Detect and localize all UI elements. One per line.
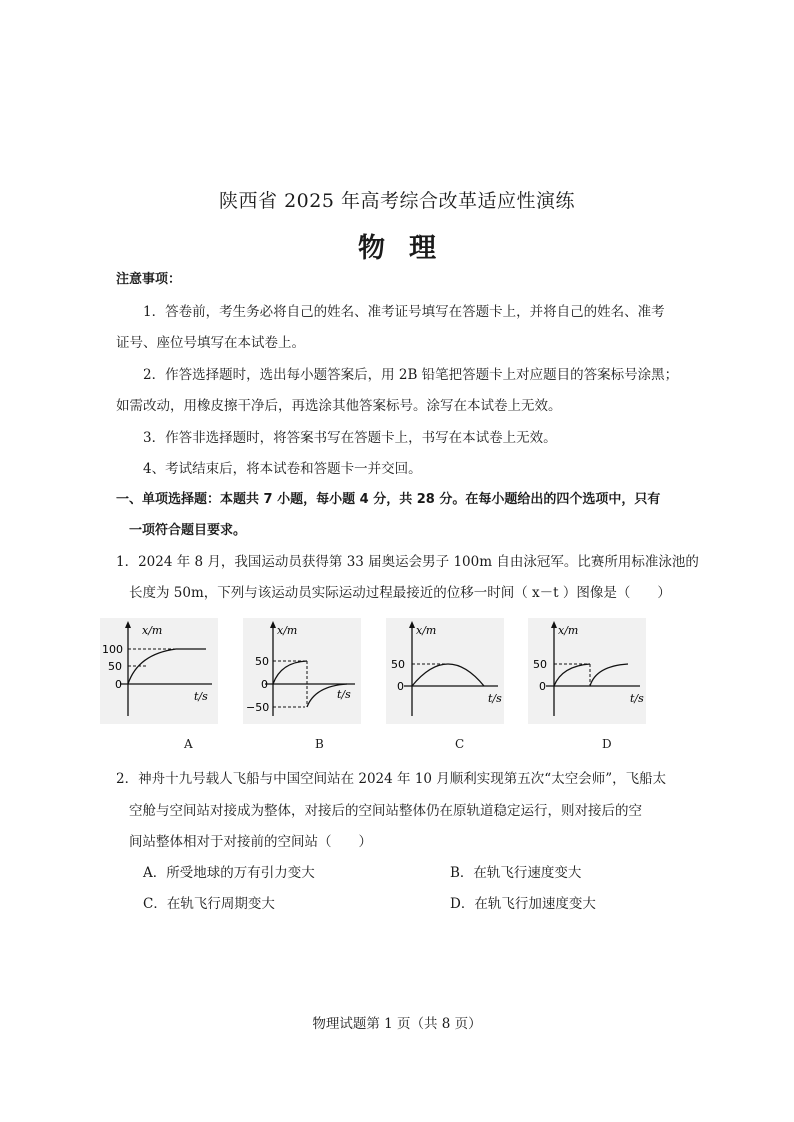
- y-axis-arrow: [270, 621, 276, 628]
- y-axis-arrow: [125, 621, 131, 628]
- q2-option-a: A．所受地球的万有引力变大: [143, 865, 315, 881]
- notice-item1-line1: 1．答卷前，考生务必将自己的姓名、准考证号填写在答题卡上，并将自己的姓名、准考: [143, 304, 665, 320]
- tick-label: 50: [255, 655, 269, 668]
- y-axis-arrow: [409, 621, 415, 628]
- tick-label: 0: [397, 680, 404, 693]
- x-axis-label: t/s: [630, 692, 644, 705]
- tick-label: −50: [246, 701, 270, 714]
- graph-label-d: D: [602, 737, 612, 751]
- section1-line2: 一项符合题目要求。: [129, 523, 247, 538]
- graph-c-plot: [386, 618, 504, 724]
- q2-option-b: B．在轨飞行速度变大: [450, 865, 582, 881]
- x-t-curve-out: [273, 661, 307, 684]
- q1-stem-line1: 1．2024 年 8 月，我国运动员获得第 33 届奥运会男子 100m 自由泳冠军。比赛所用标准泳池的: [116, 554, 699, 570]
- y-axis-arrow: [551, 621, 557, 628]
- graph-b: [243, 618, 361, 724]
- subject-title: 物理: [358, 233, 460, 264]
- q2-stem-line1: 2．神舟十九号载人飞船与中国空间站在 2024 年 10 月顺利实现第五次“太空会师”，飞船太: [116, 771, 667, 787]
- graph-b-plot: [243, 618, 361, 724]
- tick-label: 100: [102, 643, 123, 656]
- notice-heading: 注意事项：: [116, 272, 182, 287]
- tick-label: 50: [533, 658, 547, 671]
- q2-option-c: C．在轨飞行周期变大: [143, 896, 275, 912]
- notice-item1-line2: 证号、座位号填写在本试卷上。: [116, 335, 305, 351]
- page-footer: 物理试题第 1 页（共 8 页）: [312, 1016, 482, 1032]
- tick-label: 50: [391, 658, 405, 671]
- tick-label: 0: [115, 678, 122, 691]
- x-axis-label: t/s: [194, 690, 208, 703]
- graph-d: [528, 618, 646, 724]
- exam-title: 陕西省 2025 年高考综合改革适应性演练: [219, 190, 575, 212]
- notice-item4: 4、考试结束后，将本试卷和答题卡一并交回。: [143, 461, 422, 477]
- y-axis-label: x/m: [142, 624, 163, 637]
- graph-label-b: B: [315, 737, 324, 751]
- y-axis-label: x/m: [277, 624, 298, 637]
- graph-d-plot: [528, 618, 646, 724]
- x-t-curve-back: [590, 664, 628, 686]
- q2-option-d: D．在轨飞行加速度变大: [450, 896, 596, 912]
- section1-line1: 一、单项选择题：本题共 7 小题，每小题 4 分，共 28 分。在每小题给出的四个选项中，只有: [116, 492, 661, 507]
- q1-stem-line2: 长度为 50m，下列与该运动员实际运动过程最接近的位移一时间（ x－t ）图像是（ ）: [129, 585, 671, 601]
- notice-item3: 3．作答非选择题时，将答案书写在答题卡上，书写在本试卷上无效。: [143, 430, 557, 446]
- notice-item2-line1: 2．作答选择题时，选出每小题答案后，用 2B 铅笔把答题卡上对应题目的答案标号涂黑；: [143, 367, 679, 383]
- graph-a: [100, 618, 218, 724]
- y-axis-label: x/m: [558, 624, 579, 637]
- tick-label: 0: [539, 680, 546, 693]
- x-t-curve-out: [554, 664, 590, 686]
- tick-label: 0: [261, 678, 268, 691]
- x-axis-label: t/s: [488, 692, 502, 705]
- x-axis-label: t/s: [337, 688, 351, 701]
- graph-c: [386, 618, 504, 724]
- x-t-curve: [412, 664, 484, 686]
- graph-label-c: C: [455, 737, 465, 751]
- y-axis-label: x/m: [416, 624, 437, 637]
- graph-label-a: A: [184, 737, 193, 751]
- tick-label: 50: [108, 660, 122, 673]
- graph-a-plot: [100, 618, 218, 724]
- q2-stem-line2: 空舱与空间站对接成为整体，对接后的空间站整体仍在原轨道稳定运行，则对接后的空: [129, 803, 642, 819]
- notice-item2-line2: 如需改动，用橡皮擦干净后，再选涂其他答案标号。涂写在本试卷上无效。: [116, 398, 562, 414]
- q2-stem-line3: 间站整体相对于对接前的空间站（ ）: [129, 834, 372, 850]
